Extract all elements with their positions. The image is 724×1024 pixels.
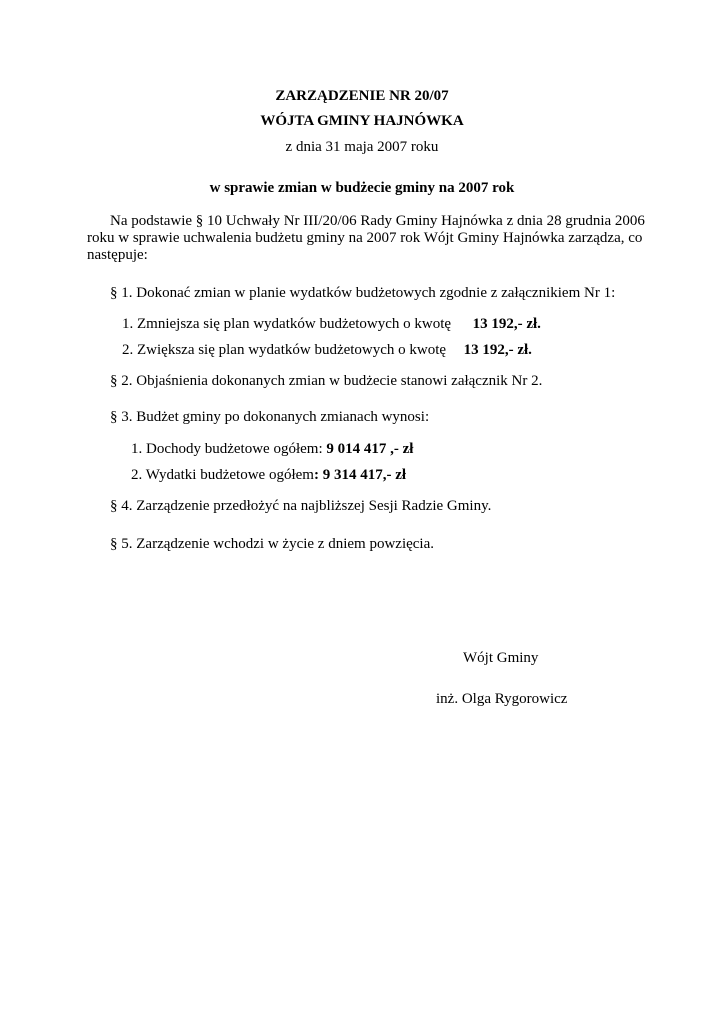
section-1-item-1-label: 1. Zmniejsza się plan wydatków budżetowych o kwotę: [122, 316, 452, 332]
section-3-item-2: [131, 467, 406, 484]
section-1-item-2-label: 2. Zwiększa się plan wydatków budżetowych o kwotę: [122, 342, 447, 358]
section-2-text: § 2. Objaśnienia dokonanych zmian w budżecie stanowi załącznik Nr 2.: [110, 373, 543, 389]
preamble-line-3: następuje:: [87, 247, 148, 263]
section-5-text: § 5. Zarządzenie wchodzi w życie z dniem powzięcia.: [110, 536, 435, 552]
section-3-item-2-value: : 9 314 417,- zł: [313, 467, 407, 483]
section-3-item-1-value: 9 014 417 ,- zł: [326, 441, 414, 457]
section-3-item-1: [131, 441, 413, 458]
section-4-text: § 4. Zarządzenie przedłożyć na najbliższej Sesji Radzie Gminy.: [110, 498, 492, 514]
section-1-item-1-value: 13 192,- zł.: [472, 316, 541, 332]
section-1-item-2-value: 13 192,- zł.: [463, 342, 532, 358]
section-1-item-2: [122, 342, 532, 359]
section-1-text: § 1. Dokonać zmian w planie wydatków budżetowych zgodnie z załącznikiem Nr 1:: [110, 285, 616, 301]
preamble-line-1: Na podstawie § 10 Uchwały Nr III/20/06 Rady Gminy Hajnówka z dnia 28 grudnia 2006: [110, 213, 645, 229]
signature-role: Wójt Gminy: [463, 650, 539, 666]
preamble-line-2: roku w sprawie uchwalenia budżetu gminy na 2007 rok Wójt Gminy Hajnówka zarządza, co: [87, 230, 643, 246]
document-title: ZARZĄDZENIE NR 20/07: [275, 88, 449, 104]
section-3-item-2-label: 2. Wydatki budżetowe ogółem: [131, 467, 314, 483]
document-issuer: WÓJTA GMINY HAJNÓWKA: [260, 113, 464, 129]
signature-name: inż. Olga Rygorowicz: [436, 691, 568, 707]
document-date: z dnia 31 maja 2007 roku: [285, 139, 439, 155]
section-1-item-1: [122, 316, 541, 333]
section-3-text: § 3. Budżet gminy po dokonanych zmianach wynosi:: [110, 409, 430, 425]
document-subject: w sprawie zmian w budżecie gminy na 2007 rok: [209, 180, 515, 196]
section-3-item-1-label: 1. Dochody budżetowe ogółem:: [131, 441, 327, 457]
